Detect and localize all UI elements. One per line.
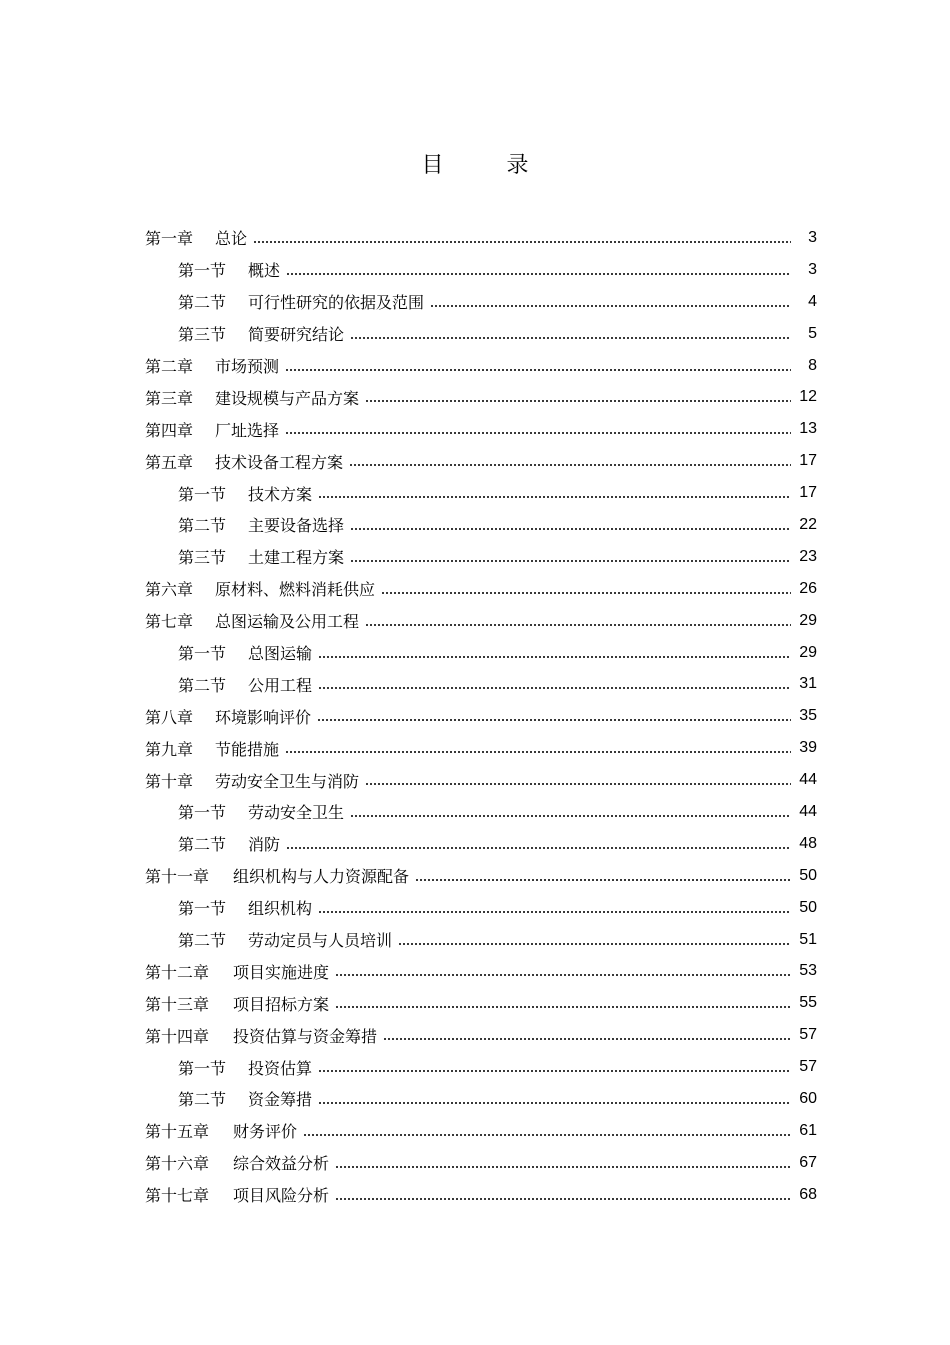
toc-section-entry[interactable] (145, 509, 817, 541)
toc-dot-leader (286, 847, 791, 849)
toc-entry-number: 第九章 (145, 739, 194, 759)
toc-entry-label (145, 1119, 297, 1142)
toc-chapter-entry[interactable] (145, 700, 817, 732)
toc-entry-number: 第十六章 (145, 1154, 210, 1174)
toc-page-number: 17 (799, 484, 817, 502)
toc-entry-label (145, 1151, 329, 1174)
toc-entry-number: 第三章 (145, 388, 194, 408)
toc-entry-title: 组织机构与人力资源配备 (233, 867, 410, 887)
toc-dot-leader (318, 687, 791, 689)
toc-dot-leader (335, 974, 791, 976)
toc-entry-title: 总图运输 (248, 644, 313, 664)
toc-dot-leader (430, 305, 791, 307)
toc-entry-number: 第一节 (178, 484, 227, 504)
toc-entry-number: 第一节 (178, 1058, 227, 1078)
toc-entry-label (145, 960, 329, 983)
toc-page-number: 17 (799, 452, 817, 470)
toc-entry-title: 劳动定员与人员培训 (248, 931, 393, 951)
toc-dot-leader (398, 943, 791, 945)
toc-entry-title: 原材料、燃料消耗供应 (215, 580, 376, 600)
toc-entry-number: 第一节 (178, 644, 227, 664)
toc-page-number: 57 (799, 1058, 817, 1076)
toc-entry-label (178, 513, 344, 536)
toc-chapter-entry[interactable] (145, 987, 817, 1019)
toc-entry-number: 第十五章 (145, 1122, 210, 1142)
toc-entry-title: 消防 (248, 835, 281, 855)
toc-entry-label (178, 928, 392, 951)
toc-dot-leader (285, 751, 791, 753)
toc-page-number: 8 (808, 356, 817, 374)
toc-entry-label (145, 354, 279, 377)
toc-section-entry[interactable] (145, 796, 817, 828)
toc-page-number: 55 (799, 994, 817, 1012)
toc-dot-leader (350, 337, 791, 339)
toc-entry-number: 第二节 (178, 293, 227, 313)
toc-section-entry[interactable] (145, 668, 817, 700)
toc-page-number: 39 (799, 739, 817, 757)
toc-page-number: 3 (808, 228, 817, 246)
toc-title: 目 录 (421, 153, 557, 178)
toc-page-number: 50 (799, 866, 817, 884)
toc-page-number: 26 (799, 579, 817, 597)
toc-entry-label (145, 737, 279, 760)
toc-page-number: 61 (799, 1121, 817, 1139)
toc-entry-label (145, 386, 359, 409)
toc-page-number: 35 (799, 707, 817, 725)
toc-dot-leader (335, 1198, 791, 1200)
toc-page-number: 3 (808, 260, 817, 278)
toc-entry-number: 第十七章 (145, 1186, 210, 1206)
toc-page-number: 29 (799, 643, 817, 661)
toc-entry-title: 项目招标方案 (233, 994, 330, 1014)
toc-list (145, 222, 817, 1211)
toc-entry-label (145, 1183, 329, 1206)
toc-entry-title: 投资估算 (248, 1058, 313, 1078)
toc-chapter-entry[interactable] (145, 445, 817, 477)
toc-dot-leader (303, 1134, 791, 1136)
toc-entry-title: 投资估算与资金筹措 (233, 1026, 378, 1046)
toc-chapter-entry[interactable] (145, 573, 817, 605)
toc-dot-leader (318, 911, 791, 913)
toc-section-entry[interactable] (145, 828, 817, 860)
toc-entry-label (178, 800, 344, 823)
toc-dot-leader (285, 432, 791, 434)
toc-entry-label (145, 609, 359, 632)
toc-entry-label (178, 896, 312, 919)
toc-dot-leader (318, 496, 791, 498)
toc-page-number: 57 (799, 1026, 817, 1044)
toc-dot-leader (365, 624, 791, 626)
toc-page-number: 44 (799, 802, 817, 820)
toc-page-number: 22 (799, 515, 817, 533)
toc-entry-label (145, 577, 375, 600)
toc-chapter-entry[interactable] (145, 1147, 817, 1179)
toc-page-number: 51 (799, 930, 817, 948)
toc-entry-title: 技术方案 (248, 484, 313, 504)
toc-page-number: 4 (808, 292, 817, 310)
toc-page-number: 12 (799, 388, 817, 406)
toc-section-entry[interactable] (145, 254, 817, 286)
toc-dot-leader (285, 369, 791, 371)
toc-entry-label (178, 545, 344, 568)
toc-page-number: 29 (799, 611, 817, 629)
toc-entry-number: 第一节 (178, 899, 227, 919)
toc-dot-leader (318, 656, 791, 658)
toc-dot-leader (349, 464, 791, 466)
toc-entry-title: 项目风险分析 (233, 1186, 330, 1206)
toc-entry-label (145, 769, 359, 792)
toc-entry-number: 第二节 (178, 516, 227, 536)
toc-entry-title: 综合效益分析 (233, 1154, 330, 1174)
toc-page-number: 67 (799, 1153, 817, 1171)
toc-chapter-entry[interactable] (145, 381, 817, 413)
toc-entry-label (145, 450, 343, 473)
toc-chapter-entry[interactable] (145, 860, 817, 892)
toc-dot-leader (286, 273, 791, 275)
toc-page-number: 48 (799, 834, 817, 852)
toc-dot-leader (381, 592, 791, 594)
toc-page-number: 13 (799, 420, 817, 438)
toc-entry-title: 技术设备工程方案 (215, 452, 344, 472)
toc-chapter-entry[interactable] (145, 350, 817, 382)
toc-dot-leader (253, 241, 791, 243)
toc-entry-number: 第二节 (178, 931, 227, 951)
toc-entry-label (178, 832, 280, 855)
toc-entry-label (178, 1087, 312, 1110)
toc-chapter-entry[interactable] (145, 222, 817, 254)
toc-section-entry[interactable] (145, 892, 817, 924)
toc-entry-number: 第七章 (145, 612, 194, 632)
toc-dot-leader (365, 400, 791, 402)
toc-chapter-entry[interactable] (145, 1019, 817, 1051)
toc-entry-label (145, 992, 329, 1015)
toc-entry-label (178, 673, 312, 696)
toc-section-entry[interactable] (145, 318, 817, 350)
toc-entry-number: 第十一章 (145, 867, 210, 887)
toc-entry-number: 第六章 (145, 580, 194, 600)
toc-section-entry[interactable] (145, 924, 817, 956)
toc-entry-title: 概述 (248, 261, 281, 281)
toc-entry-label (145, 418, 279, 441)
toc-entry-number: 第二节 (178, 835, 227, 855)
toc-section-entry[interactable] (145, 1083, 817, 1115)
toc-dot-leader (350, 528, 791, 530)
toc-entry-title: 项目实施进度 (233, 962, 330, 982)
toc-entry-number: 第一节 (178, 803, 227, 823)
toc-entry-title: 节能措施 (215, 739, 280, 759)
toc-chapter-entry[interactable] (145, 605, 817, 637)
toc-dot-leader (335, 1166, 791, 1168)
toc-section-entry[interactable] (145, 1051, 817, 1083)
toc-entry-title: 主要设备选择 (248, 516, 345, 536)
toc-chapter-entry[interactable] (145, 764, 817, 796)
toc-entry-label (178, 322, 344, 345)
toc-entry-title: 组织机构 (248, 899, 313, 919)
toc-entry-number: 第三节 (178, 325, 227, 345)
toc-dot-leader (318, 1070, 791, 1072)
toc-section-entry[interactable] (145, 541, 817, 573)
toc-dot-leader (317, 719, 791, 721)
toc-chapter-entry[interactable] (145, 413, 817, 445)
toc-section-entry[interactable] (145, 637, 817, 669)
toc-page-number: 53 (799, 962, 817, 980)
toc-entry-number: 第八章 (145, 707, 194, 727)
toc-entry-number: 第一章 (145, 229, 194, 249)
toc-page-number: 60 (799, 1089, 817, 1107)
toc-entry-number: 第十二章 (145, 962, 210, 982)
toc-dot-leader (383, 1038, 791, 1040)
toc-entry-number: 第十章 (145, 771, 194, 791)
toc-dot-leader (350, 560, 791, 562)
toc-entry-number: 第十四章 (145, 1026, 210, 1046)
toc-entry-title: 可行性研究的依据及范围 (248, 293, 425, 313)
toc-entry-label (145, 705, 311, 728)
toc-page-number: 50 (799, 898, 817, 916)
toc-chapter-entry[interactable] (145, 955, 817, 987)
toc-entry-label (178, 641, 312, 664)
toc-chapter-entry[interactable] (145, 1115, 817, 1147)
toc-entry-title: 建设规模与产品方案 (215, 388, 360, 408)
toc-entry-label (178, 258, 280, 281)
toc-entry-title: 简要研究结论 (248, 325, 345, 345)
toc-entry-label (178, 1056, 312, 1079)
toc-entry-title: 市场预测 (215, 357, 280, 376)
toc-page-number: 44 (799, 771, 817, 789)
toc-chapter-entry[interactable] (145, 732, 817, 764)
toc-entry-title: 财务评价 (233, 1122, 298, 1142)
toc-page-number: 5 (808, 324, 817, 342)
toc-entry-title: 公用工程 (248, 675, 313, 695)
toc-entry-title: 环境影响评价 (215, 707, 312, 727)
toc-entry-label (145, 1024, 377, 1047)
toc-entry-label (178, 290, 424, 313)
toc-entry-number: 第一节 (178, 261, 227, 281)
toc-entry-label (178, 482, 312, 505)
toc-page-number: 31 (799, 675, 817, 693)
toc-entry-title: 劳动安全卫生 (248, 803, 345, 823)
toc-entry-title: 厂址选择 (215, 420, 280, 440)
toc-entry-label (145, 864, 409, 887)
toc-section-entry[interactable] (145, 286, 817, 318)
toc-dot-leader (318, 1102, 791, 1104)
toc-entry-number: 第五章 (145, 452, 194, 472)
toc-dot-leader (415, 879, 791, 881)
toc-entry-title: 总论 (215, 229, 248, 249)
toc-chapter-entry[interactable] (145, 1179, 817, 1211)
toc-dot-leader (335, 1006, 791, 1008)
toc-section-entry[interactable] (145, 477, 817, 509)
toc-entry-title: 总图运输及公用工程 (215, 612, 360, 632)
toc-entry-title: 资金筹措 (248, 1090, 313, 1110)
toc-entry-title: 劳动安全卫生与消防 (215, 771, 360, 791)
toc-page-number: 68 (799, 1185, 817, 1203)
toc-entry-label (145, 226, 247, 249)
toc-entry-number: 第四章 (145, 420, 194, 440)
toc-dot-leader (365, 783, 791, 785)
toc-entry-number: 第十三章 (145, 994, 210, 1014)
toc-entry-number: 第二节 (178, 1090, 227, 1110)
toc-page-number: 23 (799, 547, 817, 565)
toc-entry-number: 第三节 (178, 548, 227, 568)
toc-entry-number: 第二章 (145, 357, 194, 376)
toc-dot-leader (350, 815, 791, 817)
toc-entry-title: 土建工程方案 (248, 548, 345, 568)
toc-entry-number: 第二节 (178, 675, 227, 695)
